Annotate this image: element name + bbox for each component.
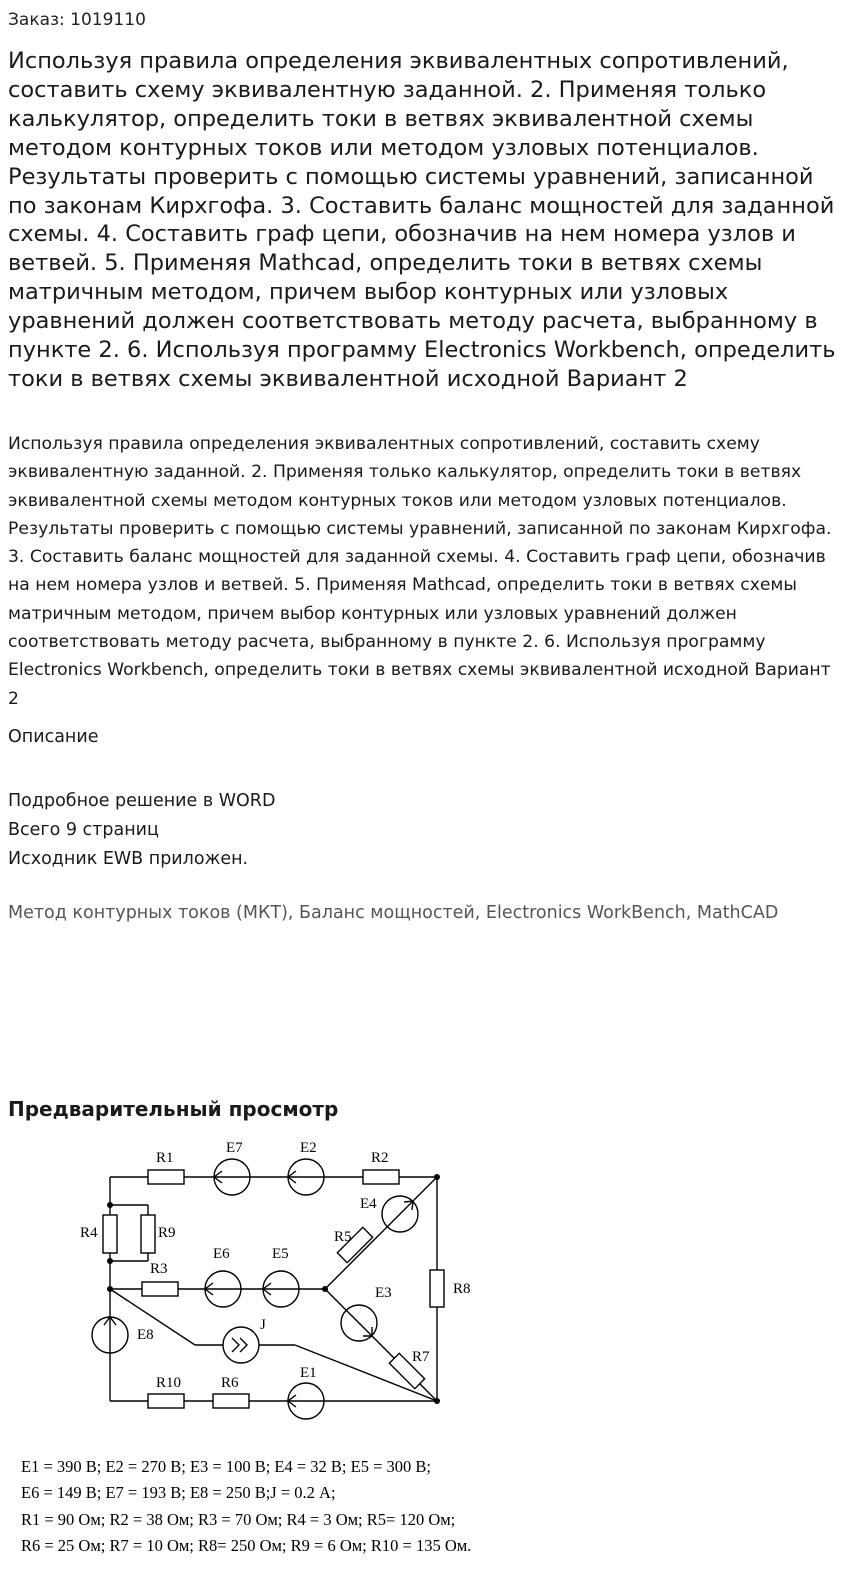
label-r7: R7 bbox=[412, 1349, 430, 1365]
label-e1: E1 bbox=[300, 1365, 317, 1381]
resistor-r10 bbox=[148, 1394, 184, 1408]
label-r5: R5 bbox=[334, 1229, 352, 1245]
label-r6: R6 bbox=[221, 1375, 239, 1391]
parameter-line: E1 = 390 В; E2 = 270 В; E3 = 100 В; E4 = 32 В; E5 = 300 В; bbox=[21, 1457, 431, 1476]
label-r9: R9 bbox=[158, 1225, 176, 1241]
label-e2: E2 bbox=[300, 1140, 317, 1156]
label-e6: E6 bbox=[213, 1246, 230, 1262]
order-number: Заказ: 1019110 bbox=[8, 10, 146, 30]
parameter-line: R1 = 90 Ом; R2 = 38 Ом; R3 = 70 Ом; R4 = 3 Ом; R5= 120 Ом; bbox=[21, 1509, 456, 1529]
description-line: Подробное решение в WORD bbox=[8, 791, 276, 811]
circuit-schematic bbox=[0, 1125, 560, 1425]
resistor-r8 bbox=[430, 1270, 444, 1307]
label-r3: R3 bbox=[150, 1261, 168, 1277]
source-j bbox=[223, 1327, 259, 1363]
description-line: Исходник EWB приложен. bbox=[8, 848, 249, 869]
tags-list: Метод контурных токов (МКТ), Баланс мощностей, Electronics WorkBench, MathCAD bbox=[8, 903, 779, 923]
label-e3: E3 bbox=[375, 1285, 392, 1301]
description-lines bbox=[8, 787, 275, 873]
resistor-r2 bbox=[363, 1170, 399, 1184]
resistor-r1 bbox=[148, 1170, 184, 1184]
parameter-line: R6 = 25 Ом; R7 = 10 Ом; R8= 250 Ом; R9 = 6 Ом; R10 = 135 Ом. bbox=[21, 1535, 472, 1555]
label-e5: E5 bbox=[272, 1246, 289, 1262]
resistor-r3 bbox=[142, 1282, 178, 1296]
description-line: Всего 9 страниц bbox=[8, 819, 159, 840]
label-e4: E4 bbox=[360, 1196, 377, 1212]
description-heading: Описание bbox=[8, 727, 99, 747]
task-title: Используя правила определения эквивалентных сопротивлений, составить схему эквивалентную заданной. 2. Применяя только калькулятор, определить токи в ветвях эквивалентной схемы методом контурных токов или методом узловых потенциалов. Результаты проверить с помощью системы уравнений, записанной по законам Кирхгофа. 3. Составить баланс мощностей для заданной схемы. 4. Составить граф цепи, обозначив на нем номера узлов и ветвей. 5. Применяя Mathcad, определить токи в ветвях схемы матричным методом, причем выбор контурных или узловых уравнений должен соответствовать методу расчета, выбранному в пункте 2. 6. Используя программу Electronics Workbench, определить токи в ветвях схемы эквивалентной исходной Вариант 2 bbox=[8, 48, 836, 392]
label-r10: R10 bbox=[156, 1375, 182, 1391]
label-r8: R8 bbox=[453, 1281, 471, 1297]
label-r4: R4 bbox=[80, 1225, 98, 1241]
label-j: J bbox=[260, 1317, 266, 1333]
resistor-r4 bbox=[103, 1215, 117, 1253]
parameter-line: E6 = 149 В; E7 = 193 В; E8 = 250 В;J = 0.2 А; bbox=[21, 1483, 336, 1503]
resistor-r9 bbox=[141, 1215, 155, 1253]
label-e8: E8 bbox=[137, 1327, 154, 1343]
label-r2: R2 bbox=[371, 1150, 389, 1166]
preview-heading: Предварительный просмотр bbox=[8, 1097, 339, 1121]
label-e7: E7 bbox=[226, 1140, 243, 1156]
task-description: Используя правила определения эквивалентных сопротивлений, составить схему эквивалентную заданной. 2. Применяя только калькулятор, определить токи в ветвях эквивалентной схемы методом контурных токов или методом узловых потенциалов. Результаты проверить с помощью системы уравнений, записанной по законам Кирхгофа. 3. Составить баланс мощностей для заданной схемы. 4. Составить граф цепи, обозначив на нем номера узлов и ветвей. 5. Применяя Mathcad, определить токи в ветвях схемы матричным методом, причем выбор контурных или узловых уравнений должен соответствовать методу расчета, выбранному в пункте 2. 6. Используя программу Electronics Workbench, определить токи в ветвях схемы эквивалентной исходной Вариант 2 bbox=[8, 434, 832, 709]
label-r1: R1 bbox=[156, 1150, 174, 1166]
resistor-r6 bbox=[213, 1394, 249, 1408]
circuit-parameters bbox=[21, 1454, 471, 1559]
